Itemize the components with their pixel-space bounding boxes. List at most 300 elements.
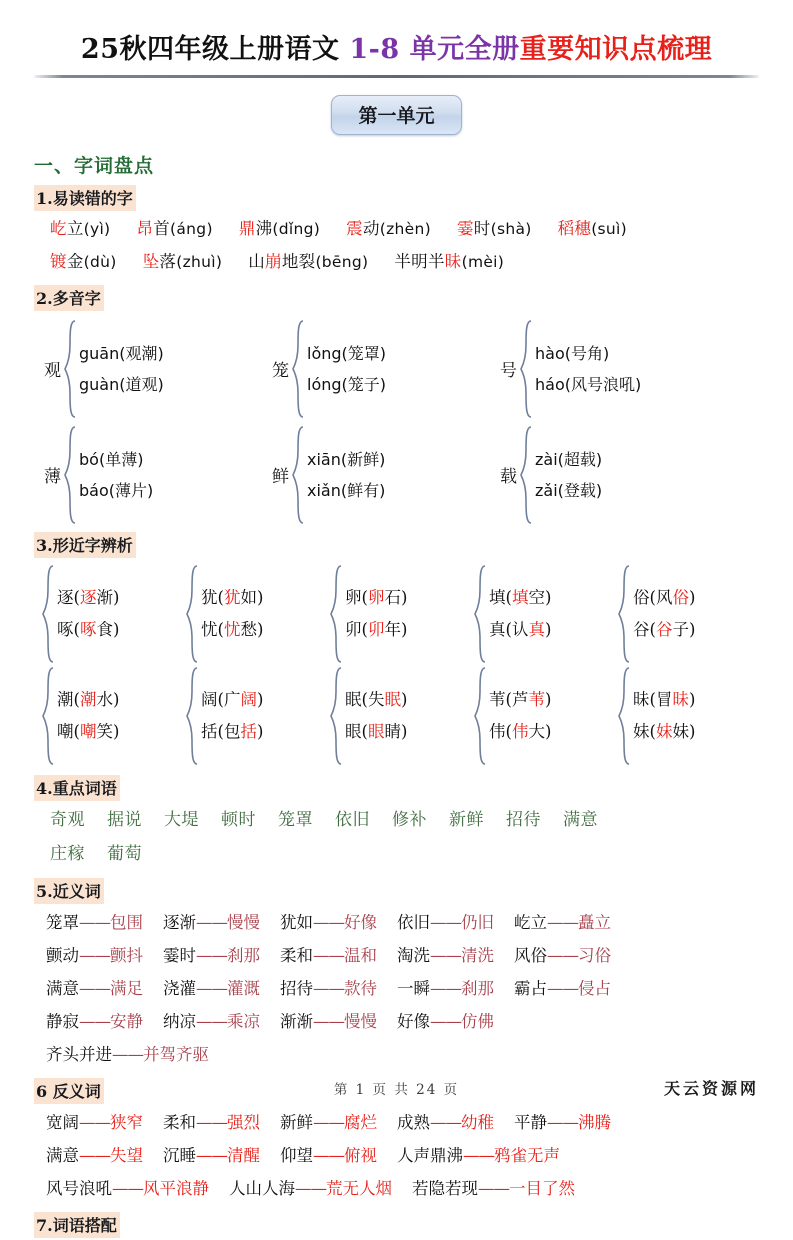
pinyin: (dǐng)	[272, 220, 321, 239]
synonym-row	[34, 1038, 759, 1071]
pair-dash: ——	[112, 1178, 143, 1198]
pair-dash: ——	[79, 912, 110, 932]
unit-badge: 第一单元	[331, 95, 461, 135]
watermark: 天云资源网	[663, 1079, 759, 1098]
misread-item	[248, 246, 368, 278]
keywords-body	[34, 803, 759, 871]
similar-head: 卵(	[345, 587, 368, 607]
pair-word-a: 静寂	[46, 1011, 79, 1031]
keyword-item: 修补	[392, 809, 427, 830]
similar-item	[489, 716, 551, 748]
polyphonic-char: 笼	[272, 361, 289, 382]
title-segment-black: 25秋四年级上册语文	[80, 34, 350, 65]
similar-items	[57, 666, 119, 766]
similar-item	[345, 684, 407, 716]
polyphonic-reading: bó(单薄)	[79, 449, 144, 469]
pair-dash: ——	[547, 978, 578, 998]
similar-suffix: 大	[528, 721, 545, 741]
polyphonic-reading: xiǎn(鲜有)	[307, 480, 386, 500]
similar-target: 妹	[655, 721, 673, 741]
similar-item	[633, 582, 695, 614]
similar-items	[489, 666, 551, 766]
pair-word-b: 好像	[344, 912, 377, 932]
similar-paren: )	[544, 587, 552, 607]
similar-prefix: 广	[223, 689, 241, 709]
similar-paren: )	[688, 587, 696, 607]
similar-item	[57, 614, 119, 646]
similar-head: 逐(	[57, 587, 80, 607]
synonym-pair	[163, 1005, 260, 1038]
pair-word-b: 狭窄	[110, 1112, 143, 1132]
similar-head: 阔(	[201, 689, 224, 709]
pinyin: (dù)	[83, 252, 117, 271]
brace-icon	[474, 666, 487, 766]
similar-group	[474, 564, 618, 664]
polyphonic-item	[272, 319, 500, 419]
brace-icon	[64, 319, 77, 419]
pair-word-a: 齐头并进	[46, 1044, 112, 1064]
similar-target: 阔	[240, 689, 257, 709]
pair-word-a: 渐渐	[280, 1011, 313, 1031]
similar-prefix: 包	[223, 721, 241, 741]
polyphonic-reading: zǎi(登载)	[535, 480, 603, 500]
pair-word-a: 霸占	[514, 978, 547, 998]
subsection-heading-antonyms: 6 反义词	[34, 1078, 104, 1104]
pair-word-b: 仍旧	[461, 912, 494, 932]
similar-suffix: 妹	[672, 721, 689, 741]
pair-dash: ——	[478, 1178, 509, 1198]
pair-word-b: 习俗	[578, 945, 611, 965]
polyphonic-readings	[535, 444, 602, 506]
similar-target: 犹	[223, 587, 241, 607]
pair-word-a: 浇灌	[163, 978, 196, 998]
misread-target: 鼎	[238, 219, 256, 239]
similar-paren: )	[544, 619, 552, 639]
pair-dash: ——	[313, 1112, 344, 1132]
subsection-heading-misread: 1.易读错的字	[34, 185, 136, 211]
similar-paren: )	[112, 587, 120, 607]
similar-item	[57, 716, 119, 748]
similar-paren: )	[400, 689, 408, 709]
pair-dash: ——	[313, 945, 344, 965]
polyphonic-readings	[307, 444, 385, 506]
similar-paren: )	[256, 689, 264, 709]
pair-dash: ——	[430, 1011, 461, 1031]
pair-dash: ——	[295, 1178, 326, 1198]
pair-word-a: 新鲜	[280, 1112, 313, 1132]
keyword-item: 大堤	[164, 809, 199, 830]
pair-word-b: 荒无人烟	[326, 1178, 392, 1198]
misread-item	[239, 213, 320, 245]
misread-rest: 沸	[255, 219, 273, 239]
pair-word-b: 刹那	[227, 945, 260, 965]
pair-word-a: 人声鼎沸	[397, 1145, 463, 1165]
similar-item	[489, 684, 551, 716]
brace-icon	[330, 666, 343, 766]
pair-word-a: 好像	[397, 1011, 430, 1031]
pair-dash: ——	[112, 1044, 143, 1064]
pair-dash: ——	[196, 1112, 227, 1132]
pair-word-b: 幼稚	[461, 1112, 494, 1132]
misread-rest: 立	[66, 219, 84, 239]
pair-word-b: 包围	[110, 912, 143, 932]
similar-target: 昧	[672, 689, 689, 709]
pair-dash: ——	[430, 978, 461, 998]
polyphonic-readings	[535, 338, 641, 400]
synonym-pair	[46, 1038, 209, 1071]
misread-target: 崩	[265, 251, 282, 271]
similar-head: 括(	[201, 721, 224, 741]
pair-word-b: 俯视	[344, 1145, 377, 1165]
pair-dash: ——	[547, 1112, 578, 1132]
similar-suffix: 子	[672, 619, 689, 639]
similar-target: 俗	[672, 587, 689, 607]
similar-target: 真	[528, 619, 545, 639]
similar-paren: )	[544, 689, 552, 709]
similar-head: 俗(	[633, 587, 656, 607]
similar-group	[42, 666, 186, 766]
pair-word-a: 满意	[46, 1145, 79, 1165]
pair-dash: ——	[313, 978, 344, 998]
pair-dash: ——	[313, 912, 344, 932]
keyword-row	[34, 803, 759, 837]
pair-dash: ——	[430, 945, 461, 965]
pair-word-a: 平静	[514, 1112, 547, 1132]
brace-icon	[186, 564, 199, 664]
similar-target: 填	[511, 587, 529, 607]
polyphonic-char: 薄	[44, 467, 61, 488]
pinyin: (zhuì)	[176, 252, 223, 271]
antonym-pair	[163, 1106, 260, 1139]
similar-target: 嘲	[79, 721, 97, 741]
pinyin: (shà)	[490, 220, 532, 239]
misread-target: 霎	[456, 219, 474, 239]
pair-word-a: 纳凉	[163, 1011, 196, 1031]
antonym-pair	[514, 1106, 611, 1139]
similar-prefix: 芦	[511, 689, 529, 709]
pinyin: (bēng)	[315, 252, 369, 271]
title-segment-purple: 1-8 单元全册	[349, 34, 520, 65]
pair-word-b: 乘凉	[227, 1011, 260, 1031]
pair-word-a: 霎时	[163, 945, 196, 965]
pair-dash: ——	[79, 1112, 110, 1132]
pair-word-b: 慢慢	[344, 1011, 377, 1031]
similar-target: 谷	[655, 619, 673, 639]
pair-dash: ——	[79, 1145, 110, 1165]
subsection-heading-collocation: 7.词语搭配	[34, 1212, 120, 1238]
misread-item	[143, 246, 223, 278]
synonym-pair	[280, 972, 377, 1005]
similar-items	[345, 564, 407, 664]
similar-column	[474, 564, 618, 768]
similar-target: 眼	[367, 721, 385, 741]
similar-target: 苇	[528, 689, 545, 709]
antonym-row	[34, 1139, 759, 1172]
antonym-pair	[412, 1172, 575, 1205]
brace-icon	[520, 425, 533, 525]
synonym-pair	[514, 972, 611, 1005]
pair-word-a: 柔和	[280, 945, 313, 965]
similar-paren: )	[256, 587, 264, 607]
similar-head: 犹(	[201, 587, 224, 607]
similar-suffix: 食	[96, 619, 113, 639]
misread-target: 屹	[50, 219, 67, 239]
pair-word-a: 若隐若现	[412, 1178, 478, 1198]
pair-dash: ——	[313, 1011, 344, 1031]
polyphonic-item	[500, 319, 641, 419]
pair-word-b: 强烈	[227, 1112, 260, 1132]
polyphonic-item	[44, 319, 272, 419]
subsection-similar-chars	[34, 525, 759, 768]
synonym-row	[34, 972, 759, 1005]
similar-column	[618, 564, 695, 768]
synonym-pair	[46, 906, 143, 939]
similar-suffix: 笑	[96, 721, 113, 741]
similar-item	[489, 614, 551, 646]
misread-target: 震	[346, 219, 363, 239]
similar-target: 逐	[79, 587, 97, 607]
polyphonic-reading: lǒng(笼罩)	[307, 343, 387, 363]
similar-head: 昧(	[633, 689, 656, 709]
subsection-keywords	[34, 768, 759, 871]
similar-suffix: 石	[384, 587, 401, 607]
similar-items	[633, 564, 695, 664]
pair-word-a: 沉睡	[163, 1145, 196, 1165]
synonym-pair	[46, 1005, 143, 1038]
similar-prefix: 认	[511, 619, 529, 639]
synonym-pair	[397, 972, 494, 1005]
misread-rest: 半明半	[394, 251, 445, 271]
antonym-pair	[46, 1139, 143, 1172]
antonym-pair	[229, 1172, 392, 1205]
similar-suffix: 如	[240, 587, 257, 607]
antonym-row	[34, 1106, 759, 1139]
similar-group	[618, 666, 695, 766]
pair-word-b: 颤抖	[110, 945, 143, 965]
pair-dash: ——	[547, 945, 578, 965]
similar-prefix: 失	[367, 689, 385, 709]
synonym-pair	[397, 1005, 494, 1038]
polyphonic-item	[500, 425, 602, 525]
similar-item	[57, 684, 119, 716]
title-block	[34, 0, 759, 78]
polyphonic-char: 观	[44, 361, 61, 382]
similar-paren: )	[256, 721, 264, 741]
pair-dash: ——	[196, 1011, 227, 1031]
polyphonic-reading: hào(号角)	[535, 343, 610, 363]
pair-word-a: 满意	[46, 978, 79, 998]
pair-word-b: 鸦雀无声	[494, 1145, 560, 1165]
subsection-polyphonic	[34, 278, 759, 525]
subsection-collocation	[34, 1205, 759, 1240]
misread-target: 坠	[142, 251, 160, 271]
pair-word-a: 屹立	[514, 912, 547, 932]
pair-dash: ——	[196, 978, 227, 998]
misread-target: 镀	[50, 251, 67, 271]
synonym-pair	[163, 906, 260, 939]
keyword-item: 奇观	[50, 809, 85, 830]
synonym-pair	[46, 972, 143, 1005]
similar-item	[633, 716, 695, 748]
similar-head: 啄(	[57, 619, 80, 639]
similar-group	[186, 666, 330, 766]
polyphonic-row	[34, 319, 759, 419]
pair-word-a: 淘洗	[397, 945, 430, 965]
pair-word-b: 失望	[110, 1145, 143, 1165]
similar-target: 忧	[223, 619, 241, 639]
pair-dash: ——	[196, 912, 227, 932]
pair-word-b: 刹那	[461, 978, 494, 998]
similar-target: 括	[240, 721, 257, 741]
similar-group	[42, 564, 186, 664]
pair-word-b: 清洗	[461, 945, 494, 965]
synonym-row	[34, 939, 759, 972]
pair-word-b: 矗立	[578, 912, 611, 932]
polyphonic-reading: xiān(新鲜)	[307, 449, 386, 469]
similar-target: 眠	[384, 689, 401, 709]
similar-item	[201, 614, 263, 646]
similar-head: 眠(	[345, 689, 368, 709]
similar-items	[489, 564, 551, 664]
misread-row	[50, 246, 759, 278]
antonym-pair	[397, 1139, 560, 1172]
misread-item	[394, 246, 504, 278]
similar-head: 忧(	[201, 619, 224, 639]
similar-items	[57, 564, 119, 664]
keyword-item: 据说	[107, 809, 142, 830]
subsection-heading-synonyms: 5.近义词	[34, 878, 104, 904]
keyword-item: 新鲜	[449, 809, 484, 830]
antonym-row	[34, 1172, 759, 1205]
antonym-pair	[397, 1106, 494, 1139]
pair-word-a: 依旧	[397, 912, 430, 932]
polyphonic-readings	[307, 338, 386, 400]
synonym-pair	[280, 1005, 377, 1038]
keyword-item: 满意	[563, 809, 598, 830]
synonym-pair	[46, 939, 143, 972]
similar-column	[186, 564, 330, 768]
pair-dash: ——	[196, 1145, 227, 1165]
misread-rest: 金	[66, 251, 84, 271]
keyword-item: 招待	[506, 809, 541, 830]
similar-paren: )	[400, 587, 408, 607]
pair-word-a: 柔和	[163, 1112, 196, 1132]
pair-dash: ——	[79, 945, 110, 965]
pair-dash: ——	[313, 1145, 344, 1165]
pair-word-b: 风平浪静	[143, 1178, 209, 1198]
pair-word-b: 腐烂	[344, 1112, 377, 1132]
similar-suffix: 愁	[240, 619, 257, 639]
similar-suffix: 空	[528, 587, 545, 607]
pair-dash: ——	[430, 912, 461, 932]
brace-icon	[292, 425, 305, 525]
pair-dash: ——	[430, 1112, 461, 1132]
page-footer	[0, 1078, 793, 1104]
misread-rest: 动	[362, 219, 380, 239]
similar-paren: )	[688, 689, 696, 709]
similar-target: 伟	[511, 721, 529, 741]
polyphonic-body	[34, 319, 759, 525]
keyword-item: 葡萄	[107, 843, 142, 864]
polyphonic-row	[34, 425, 759, 525]
similar-chars-body	[34, 564, 759, 768]
similar-suffix: 水	[96, 689, 113, 709]
synonym-pair	[514, 939, 611, 972]
pair-word-a: 犹如	[280, 912, 313, 932]
pair-dash: ——	[79, 1011, 110, 1031]
polyphonic-char: 号	[500, 361, 517, 382]
similar-paren: )	[400, 721, 408, 741]
antonym-pair	[280, 1106, 377, 1139]
similar-item	[633, 614, 695, 646]
similar-paren: )	[400, 619, 408, 639]
brace-icon	[520, 319, 533, 419]
synonym-pair	[163, 972, 260, 1005]
antonym-pair	[163, 1139, 260, 1172]
similar-suffix: 睛	[384, 721, 401, 741]
pair-word-b: 并驾齐驱	[143, 1044, 209, 1064]
similar-head: 苇(	[489, 689, 512, 709]
keyword-row	[34, 837, 759, 871]
similar-item	[633, 684, 695, 716]
similar-column	[42, 564, 186, 768]
pair-dash: ——	[463, 1145, 494, 1165]
similar-item	[345, 582, 407, 614]
pair-word-a: 人山人海	[229, 1178, 295, 1198]
misread-row	[50, 213, 759, 245]
brace-icon	[330, 564, 343, 664]
pair-word-b: 慢慢	[227, 912, 260, 932]
similar-group	[330, 666, 474, 766]
keyword-item: 笼罩	[278, 809, 313, 830]
brace-icon	[42, 564, 55, 664]
pair-word-b: 安静	[110, 1011, 143, 1031]
pair-word-b: 款待	[344, 978, 377, 998]
polyphonic-item	[272, 425, 500, 525]
similar-item	[345, 614, 407, 646]
similar-paren: )	[688, 619, 696, 639]
pair-word-b: 灌溉	[227, 978, 260, 998]
pair-word-b: 侵占	[578, 978, 611, 998]
brace-icon	[64, 425, 77, 525]
subsection-heading-polyphonic: 2.多音字	[34, 285, 104, 311]
similar-head: 卯(	[345, 619, 368, 639]
pair-word-a: 逐渐	[163, 912, 196, 932]
similar-items	[201, 666, 263, 766]
antonym-pair	[46, 1172, 209, 1205]
pair-word-b: 满足	[110, 978, 143, 998]
similar-item	[57, 582, 119, 614]
similar-paren: )	[112, 619, 120, 639]
misread-rest: 地裂	[281, 251, 316, 271]
title-divider	[34, 75, 759, 78]
similar-group	[474, 666, 618, 766]
subsection-synonyms	[34, 871, 759, 1071]
pinyin: (yì)	[83, 220, 111, 239]
misread-target: 稻穗	[557, 219, 592, 239]
similar-group	[330, 564, 474, 664]
keyword-item: 顿时	[221, 809, 256, 830]
polyphonic-readings	[79, 338, 164, 400]
brace-icon	[618, 666, 631, 766]
similar-suffix: 年	[384, 619, 401, 639]
similar-group	[618, 564, 695, 664]
page-title	[34, 34, 759, 66]
pair-word-b: 温和	[344, 945, 377, 965]
keyword-item: 依旧	[335, 809, 370, 830]
misread-item	[457, 213, 532, 245]
brace-icon	[292, 319, 305, 419]
